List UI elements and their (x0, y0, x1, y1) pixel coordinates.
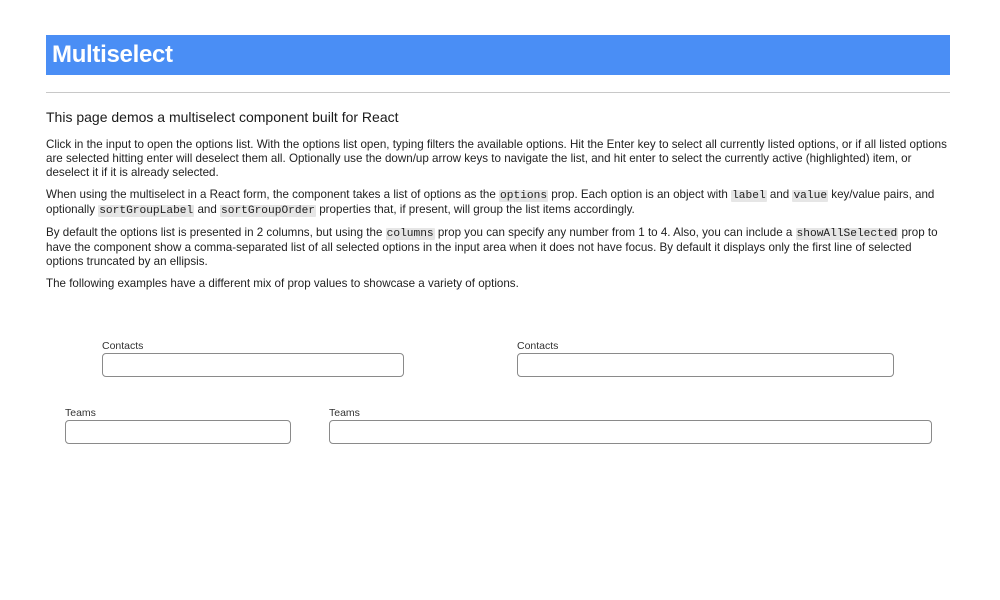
teams-multiselect-input[interactable] (329, 420, 932, 444)
text-fragment: By default the options list is presented in 2 columns, but using the (46, 226, 386, 239)
teams-multiselect-1 (65, 407, 291, 444)
contacts-multiselect-input[interactable] (517, 353, 894, 377)
contacts-field-label: Contacts (517, 340, 559, 352)
intro-paragraph-examples: The following examples have a different mix of prop values to showcase a variety of options. (46, 277, 519, 290)
intro-paragraph-usage: Click in the input to open the options list. With the options list open, typing filters the available options. Hit the Enter key to select all currently listed options, or if all listed options are selected hitting enter will deselect them all. Optionally use the down/up arrow keys to navigate the list, and hit enter to select the currently active (highlighted) item, or deselect it if it is already selected. (46, 138, 947, 179)
page-header-banner (46, 35, 950, 75)
code-options: options (500, 190, 548, 202)
code-show-all-selected: showAllSelected (796, 228, 898, 240)
intro-paragraph-columns (46, 226, 950, 269)
teams-multiselect-input[interactable] (65, 420, 291, 444)
code-sort-group-order: sortGroupOrder (221, 205, 316, 217)
code-sort-group-label: sortGroupLabel (99, 205, 194, 217)
text-fragment: key/value pairs, and optionally (46, 188, 935, 216)
page-title: Multiselect (52, 41, 173, 68)
intro-section (46, 108, 950, 299)
text-fragment: properties that, if present, will group the list items accordingly. (316, 203, 635, 216)
header-divider (46, 92, 950, 93)
text-fragment: When using the multiselect in a React form, the component takes a list of options as the (46, 188, 500, 201)
teams-field-label: Teams (329, 407, 360, 419)
contacts-multiselect-input[interactable] (102, 353, 404, 377)
code-value: value (793, 190, 828, 202)
text-fragment: and (766, 188, 793, 201)
teams-multiselect-2 (329, 407, 932, 444)
code-label: label (732, 190, 766, 202)
text-fragment: prop to have the component show a comma-separated list of all selected options in the input area when it does not have focus. By default it displays only the first line of selected options truncated by an ellipsis. (46, 226, 938, 268)
contacts-field-label: Contacts (102, 340, 144, 352)
teams-field-label: Teams (65, 407, 96, 419)
code-columns: columns (386, 228, 434, 240)
contacts-multiselect-1 (102, 340, 404, 377)
text-fragment: and (194, 203, 221, 216)
intro-paragraph-props (46, 188, 950, 218)
text-fragment: prop. Each option is an object with (548, 188, 732, 201)
intro-subtitle: This page demos a multiselect component built for React (46, 109, 399, 125)
text-fragment: prop you can specify any number from 1 to 4. Also, you can include a (434, 226, 796, 239)
contacts-multiselect-2 (517, 340, 894, 377)
